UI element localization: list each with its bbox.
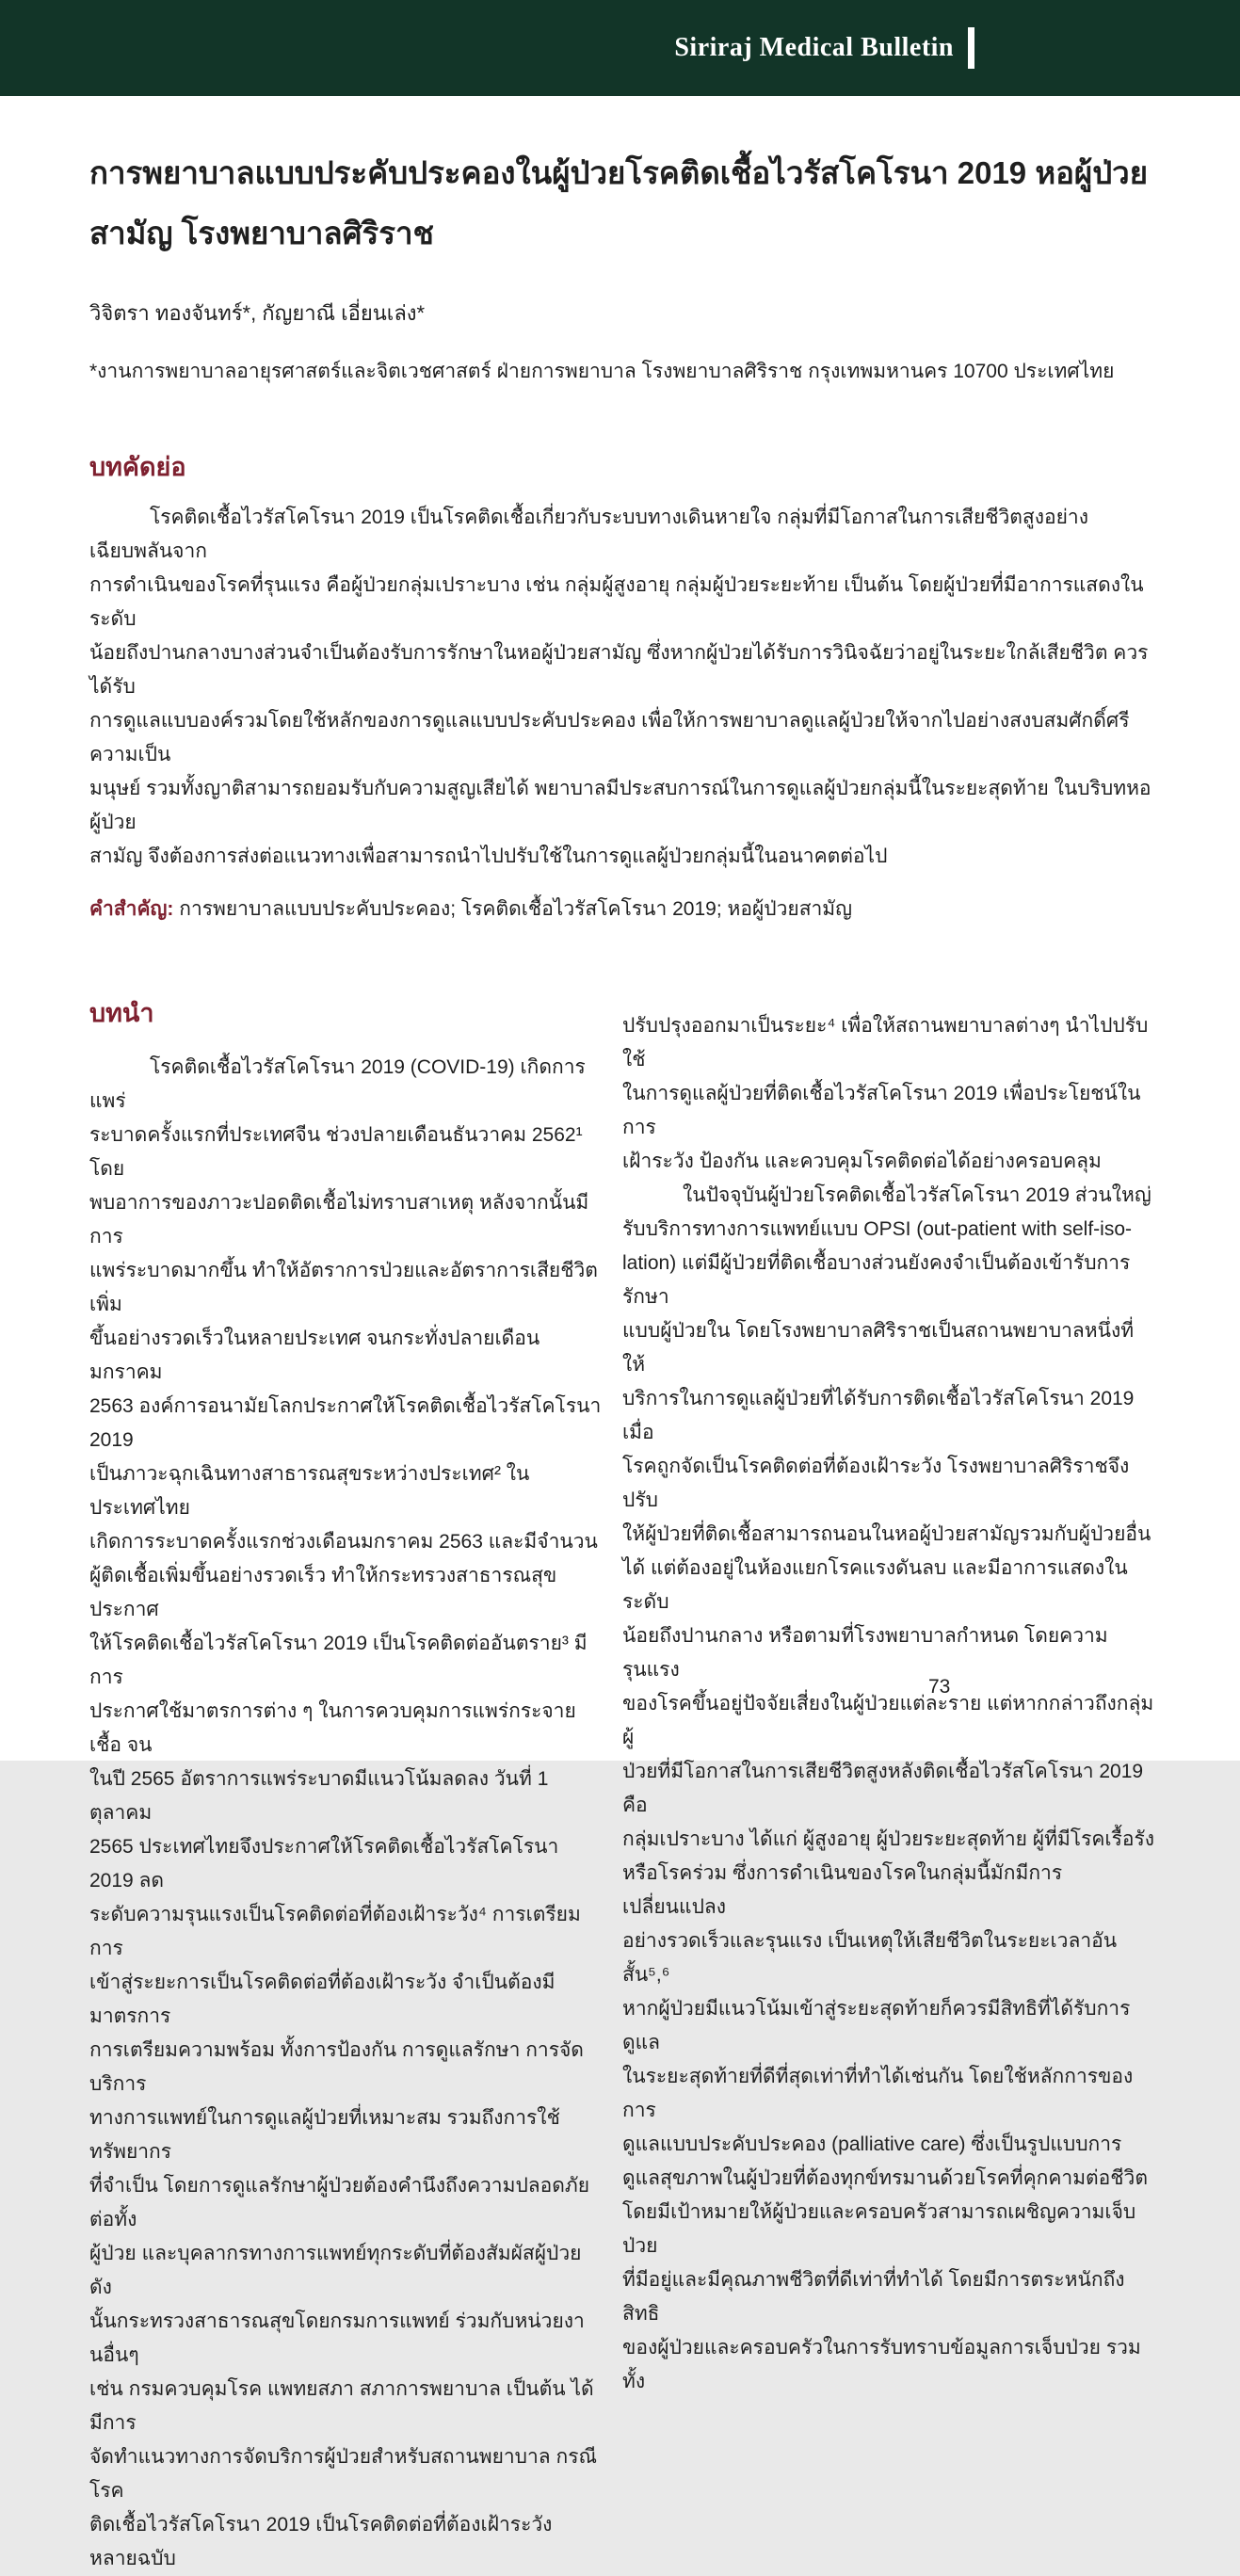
article-title	[89, 143, 1156, 264]
text-line: lation) แต่มีผู้ป่วยที่ติดเชื้อบางส่วนยังคงจำเป็นต้องเข้ารับการรักษา	[622, 1252, 1131, 1308]
journal-title: Siriraj Medical Bulletin	[674, 33, 954, 62]
keywords-line	[89, 893, 1156, 926]
text-line: เป็นภาวะฉุกเฉินทางสาธารณสุขระหว่างประเทศ² ในประเทศไทย	[89, 1463, 530, 1519]
text-line: ได้ แต่ต้องอยู่ในห้องแยกโรคแรงดันลบ และมีอาการแสดงในระดับ	[622, 1557, 1128, 1613]
text-line: หากผู้ป่วยมีแนวโน้มเข้าสู่ระยะสุดท้ายก็ควรมีสิทธิที่ได้รับการดูแล	[622, 1998, 1131, 2053]
text-line: ประกาศใช้มาตรการต่าง ๆ ในการควบคุมการแพร่กระจายเชื้อ จน	[89, 1700, 576, 1756]
text-line: ระบาดครั้งแรกที่ประเทศจีน ช่วงปลายเดือนธันวาคม 2562¹ โดย	[89, 1124, 583, 1180]
text-line: น้อยถึงปานกลาง หรือตามที่โรงพยาบาลกำหนด โดยความรุนแรง	[622, 1625, 1108, 1681]
text-line: 2563 องค์การอนามัยโลกประกาศให้โรคติดเชื้อไวรัสโคโรนา 2019	[89, 1395, 602, 1451]
text-line: ทางการแพทย์ในการดูแลผู้ป่วยที่เหมาะสม รวมถึงการใช้ทรัพยากร	[89, 2107, 560, 2163]
text-line: ติดเชื้อไวรัสโคโรนา 2019 เป็นโรคติดต่อที่ต้องเฝ้าระวัง หลายฉบับ	[89, 2514, 553, 2569]
text-line: น้อยถึงปานกลางบางส่วนจำเป็นต้องรับการรักษาในหอผู้ป่วยสามัญ ซึ่งหากผู้ป่วยได้รับการวินิจฉัยว่าอยู่ในระยะใกล้เสียชีวิต ควรได้รับ	[89, 642, 1149, 698]
keywords-text: การพยาบาลแบบประคับประคอง; โรคติดเชื้อไวรัสโคโรนา 2019; หอผู้ป่วยสามัญ	[173, 898, 853, 920]
text-line: ผู้ป่วย และบุคลากรทางการแพทย์ทุกระดับที่ต้องสัมผัสผู้ป่วย ดัง	[89, 2243, 582, 2298]
text-line: รับบริการทางการแพทย์แบบ OPSI (out-patient with self-iso-	[622, 1218, 1133, 1240]
text-line: หรือโรคร่วม ซึ่งการดำเนินของโรคในกลุ่มนี้มักมีการเปลี่ยนแปลง	[622, 1862, 1063, 1918]
text-line: ในปัจจุบันผู้ป่วยโรคติดเชื้อไวรัสโคโรนา 2019 ส่วนใหญ่	[683, 1184, 1151, 1206]
text-line: โดยมีเป้าหมายให้ผู้ป่วยและครอบครัวสามารถเผชิญความเจ็บป่วย	[622, 2201, 1136, 2257]
abstract-section	[89, 450, 1156, 926]
article-content	[0, 143, 1240, 2576]
text-line: นั้นกระทรวงสาธารณสุขโดยกรมการแพทย์ ร่วมกับหน่วยงานอื่นๆ	[89, 2310, 585, 2366]
introduction-heading: บทนำ	[89, 999, 154, 1027]
introduction-section	[89, 996, 1156, 2576]
text-line: ดูแลแบบประคับประคอง (palliative care) ซึ่งเป็นรูปแบบการ	[622, 2133, 1122, 2155]
introduction-left-paragraph	[89, 1051, 605, 2576]
text-line: อย่างรวดเร็วและรุนแรง เป็นเหตุให้เสียชีวิตในระยะเวลาอันสั้น⁵,⁶	[622, 1930, 1118, 1986]
introduction-left-column	[89, 996, 605, 2576]
text-line: จัดทำแนวทางการจัดบริการผู้ป่วยสำหรับสถานพยาบาล กรณีโรค	[89, 2446, 597, 2502]
text-line: ในการดูแลผู้ป่วยที่ติดเชื้อไวรัสโคโรนา 2019 เพื่อประโยชน์ในการ	[622, 1083, 1141, 1138]
keywords-label: คำสำคัญ:	[89, 898, 174, 920]
header-divider-bar	[968, 27, 974, 69]
introduction-right-paragraph	[622, 1179, 1156, 2399]
text-line: ป่วยที่มีโอกาสในการเสียชีวิตสูงหลังติดเชื้อไวรัสโคโรนา 2019 คือ	[622, 1761, 1144, 1816]
text-line: บริการในการดูแลผู้ป่วยที่ได้รับการติดเชื้อไวรัสโคโรนา 2019 เมื่อ	[622, 1388, 1135, 1443]
text-line: แบบผู้ป่วยใน โดยโรงพยาบาลศิริราชเป็นสถานพยาบาลหนึ่งที่ให้	[622, 1320, 1135, 1376]
text-line: ให้โรคติดเชื้อไวรัสโคโรนา 2019 เป็นโรคติดต่ออันตราย³ มีการ	[89, 1633, 588, 1688]
introduction-right-column	[622, 996, 1156, 2576]
text-line: เข้าสู่ระยะการเป็นโรคติดต่อที่ต้องเฝ้าระวัง จำเป็นต้องมีมาตรการ	[89, 1972, 556, 2027]
journal-header-bar	[0, 0, 1240, 96]
text-line: ดูแลสุขภาพในผู้ป่วยที่ต้องทุกข์ทรมานด้วยโรคที่คุกคามต่อชีวิต	[622, 2167, 1148, 2189]
text-line: ในระยะสุดท้ายที่ดีที่สุดเท่าที่ทำได้เช่นกัน โดยใช้หลักการของการ	[622, 2066, 1134, 2121]
text-line: ขึ้นอย่างรวดเร็วในหลายประเทศ จนกระทั่งปลายเดือน มกราคม	[89, 1328, 540, 1383]
text-line: มนุษย์ รวมทั้งญาติสามารถยอมรับกับความสูญเสียได้ พยาบาลมีประสบการณ์ในการดูแลผู้ป่วยกลุ่มนี้ในระยะสุดท้าย ในบริบทหอผู้ป่วย	[89, 778, 1151, 833]
text-line: ในปี 2565 อัตราการแพร่ระบาดมีแนวโน้มลดลง วันที่ 1 ตุลาคม	[89, 1768, 549, 1824]
text-line: โรคติดเชื้อไวรัสโคโรนา 2019 เป็นโรคติดเชื้อเกี่ยวกับระบบทางเดินหายใจ กลุ่มที่มีโอกาสในการเสียชีวิตสูงอย่างเฉียบพลันจาก	[89, 507, 1088, 562]
text-line: การดูแลแบบองค์รวมโดยใช้หลักของการดูแลแบบประคับประคอง เพื่อให้การพยาบาลดูแลผู้ป่วยให้จากไปอย่างสงบสมศักดิ์ศรีความเป็น	[89, 710, 1130, 765]
text-line: เฝ้าระวัง ป้องกัน และควบคุมโรคติดต่อได้อย่างครอบคลุม	[622, 1151, 1102, 1172]
text-line: การพยาบาลแบบประคับประคองในผู้ป่วยโรคติดเชื้อไวรัสโคโรนา 2019 หอผู้ป่วย	[89, 155, 1149, 190]
introduction-right-continued	[622, 1009, 1156, 1179]
text-line: 2565 ประเทศไทยจึงประกาศให้โรคติดเชื้อไวรัสโคโรนา 2019 ลด	[89, 1836, 559, 1892]
text-line: พบอาการของภาวะปอดติดเชื้อไม่ทราบสาเหตุ หลังจากนั้นมีการ	[89, 1192, 589, 1248]
page-number: 73	[928, 1676, 951, 1698]
text-line: ที่จำเป็น โดยการดูแลรักษาผู้ป่วยต้องคำนึงถึงความปลอดภัยต่อทั้ง	[89, 2175, 590, 2230]
text-line: กลุ่มเปราะบาง ได้แก่ ผู้สูงอายุ ผู้ป่วยระยะสุดท้าย ผู้ที่มีโรคเรื้อรัง	[622, 1828, 1155, 1850]
article-affiliation: *งานการพยาบาลอายุรศาสตร์และจิตเวชศาสตร์ ฝ่ายการพยาบาล โรงพยาบาลศิริราช กรุงเทพมหานคร 10700 ประเทศไทย	[89, 361, 1115, 382]
text-line: การเตรียมความพร้อม ทั้งการป้องกัน การดูแลรักษา การจัดบริการ	[89, 2039, 584, 2095]
text-line: สามัญ จึงต้องการส่งต่อแนวทางเพื่อสามารถนำไปปรับใช้ในการดูแลผู้ป่วยกลุ่มนี้ในอนาคตต่อไป	[89, 845, 888, 867]
text-line: ระดับความรุนแรงเป็นโรคติดต่อที่ต้องเฝ้าระวัง⁴ การเตรียมการ	[89, 1904, 581, 1959]
text-line: ปรับปรุงออกมาเป็นระยะ⁴ เพื่อให้สถานพยาบาลต่างๆ นำไปปรับใช้	[622, 1015, 1149, 1071]
text-line: ของผู้ป่วยและครอบครัวในการรับทราบข้อมูลการเจ็บป่วย รวมทั้ง	[622, 2337, 1141, 2392]
text-line: สามัญ โรงพยาบาลศิริราช	[89, 216, 434, 250]
article-authors: วิจิตรา ทองจันทร์*, กัญยาณี เอี่ยนเล่ง*	[89, 301, 426, 325]
text-line: เกิดการระบาดครั้งแรกช่วงเดือนมกราคม 2563 และมีจำนวน	[89, 1531, 598, 1553]
text-line: การดำเนินของโรคที่รุนแรง คือผู้ป่วยกลุ่มเปราะบาง เช่น กลุ่มผู้สูงอายุ กลุ่มผู้ป่วยระยะท้าย เป็นต้น โดยผู้ป่วยที่มีอาการแสดงในระดับ	[89, 574, 1144, 630]
abstract-body	[89, 501, 1156, 874]
abstract-heading: บทคัดย่อ	[89, 453, 186, 481]
text-line: เช่น กรมควบคุมโรค แพทยสภา สภาการพยาบาล เป็นต้น ได้มีการ	[89, 2378, 594, 2434]
text-line: โรคถูกจัดเป็นโรคติดต่อที่ต้องเฝ้าระวัง โรงพยาบาลศิริราชจึงปรับ	[622, 1456, 1130, 1511]
text-line: โรคติดเชื้อไวรัสโคโรนา 2019 (COVID-19) เกิดการแพร่	[89, 1056, 586, 1112]
text-line: แพร่ระบาดมากขึ้น ทำให้อัตราการป่วยและอัตราการเสียชีวิตเพิ่ม	[89, 1260, 598, 1315]
text-line: ของโรคขึ้นอยู่ปัจจัยเสี่ยงในผู้ป่วยแต่ละราย แต่หากกล่าวถึงกลุ่มผู้	[622, 1693, 1154, 1748]
text-line: ผู้ติดเชื้อเพิ่มขึ้นอย่างรวดเร็ว ทำให้กระทรวงสาธารณสุขประกาศ	[89, 1565, 557, 1620]
text-line: ที่มีอยู่และมีคุณภาพชีวิตที่ดีเท่าที่ทำได้ โดยมีการตระหนักถึงสิทธิ	[622, 2269, 1125, 2325]
text-line: ให้ผู้ป่วยที่ติดเชื้อสามารถนอนในหอผู้ป่วยสามัญรวมกับผู้ป่วยอื่น	[622, 1523, 1151, 1545]
